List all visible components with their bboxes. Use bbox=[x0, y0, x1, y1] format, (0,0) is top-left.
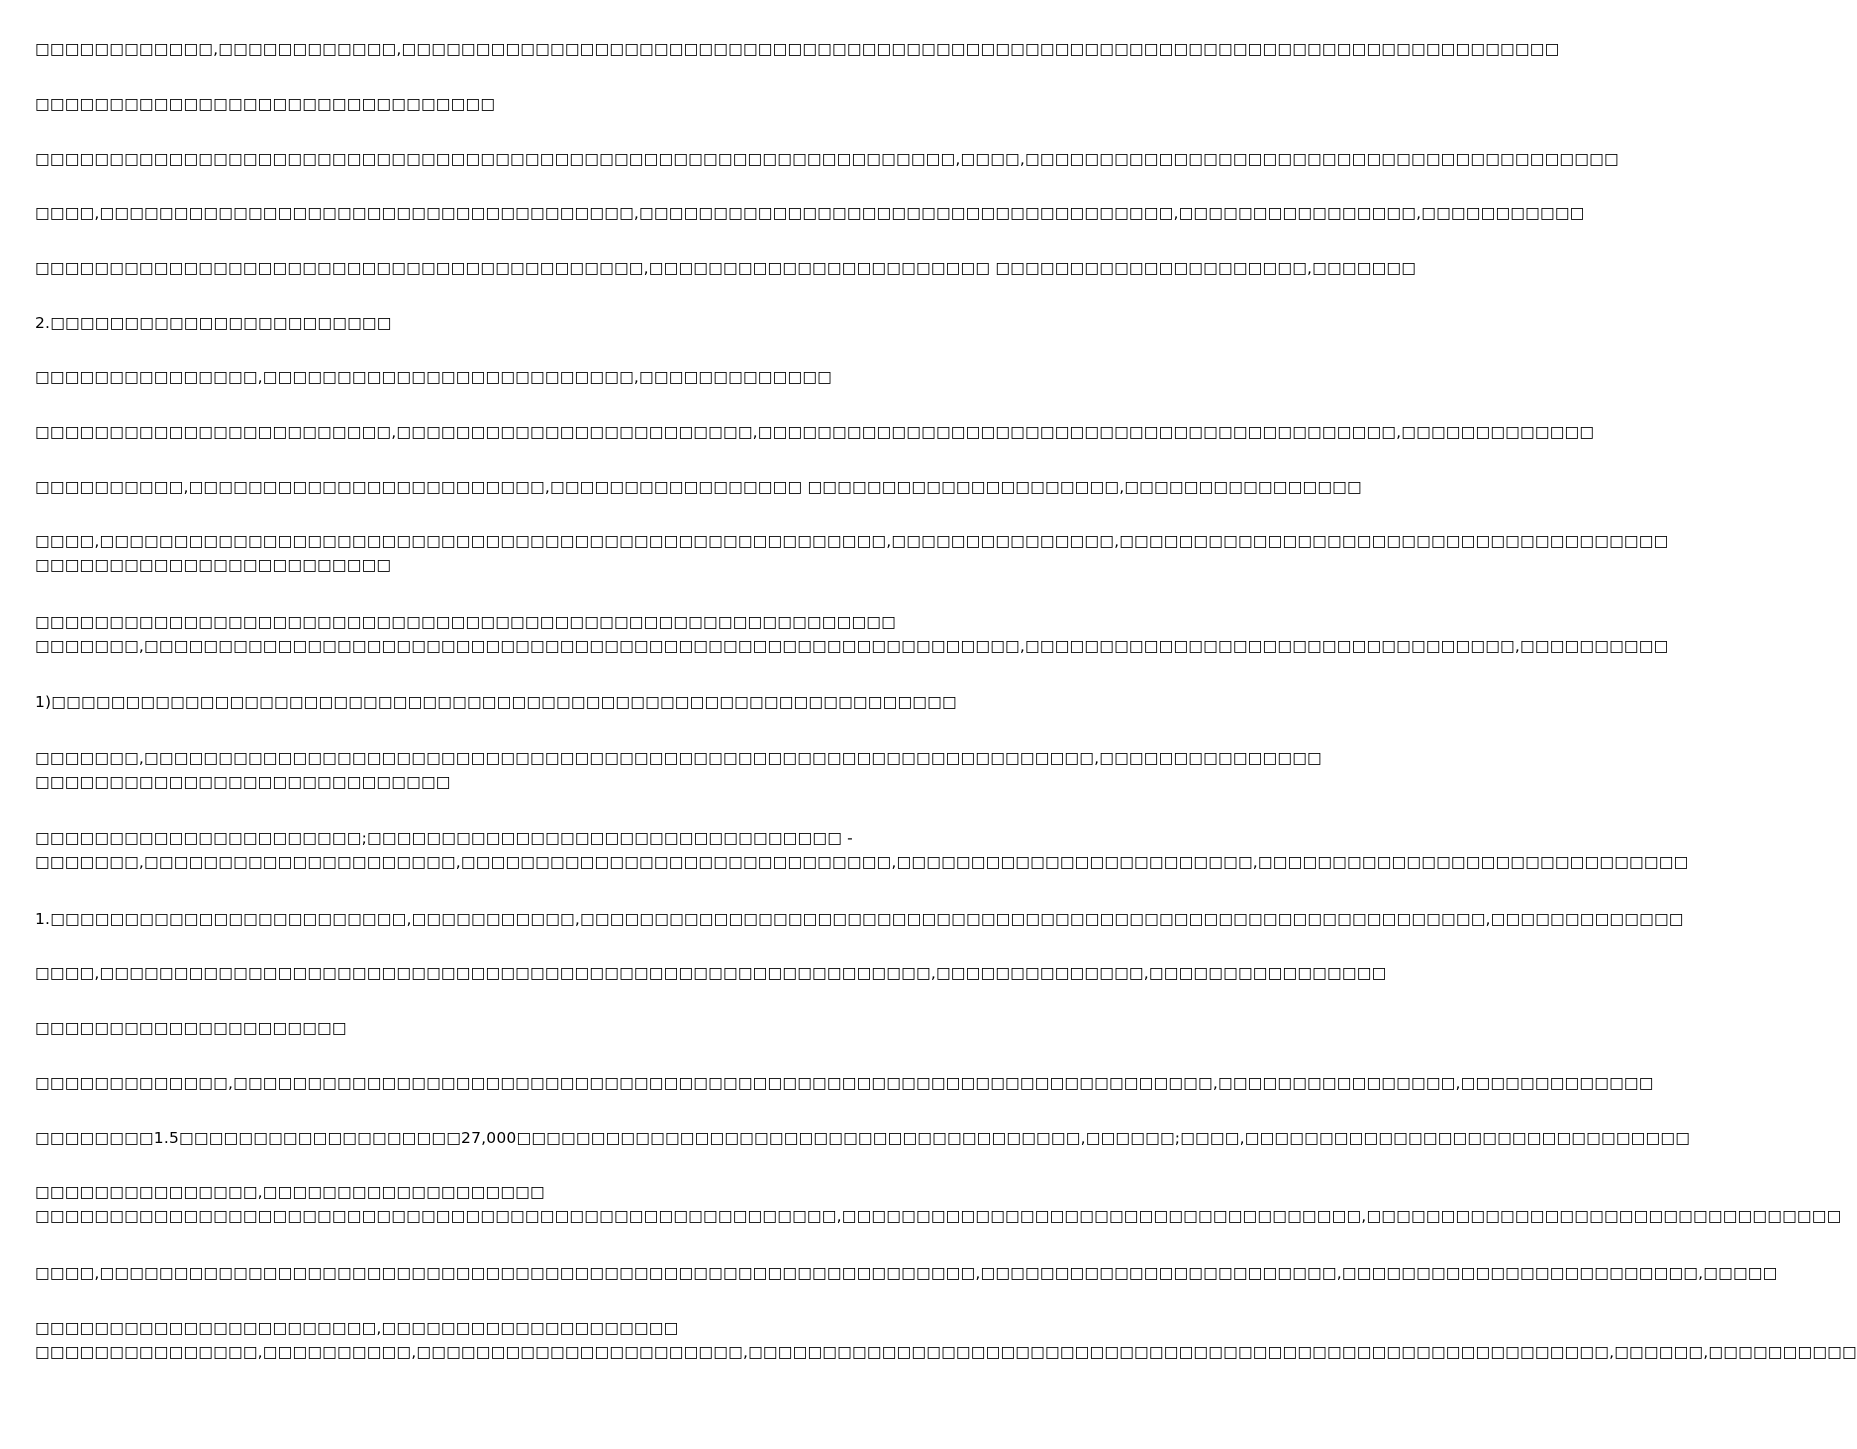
paragraph bbox=[35, 907, 1684, 931]
paragraph bbox=[35, 311, 989, 335]
text-line: □□□□□□□□□□□□□□□□□□□□□□□□,□□□□□□□□□□□□□□□□□□□□□□□□,□□□□□□□□□□□□□□□□□□□□□□□□□□□□□□□□□□□□□□□□□□□,□□□□□□□□□□□□□ bbox=[35, 423, 1595, 441]
paragraph bbox=[35, 961, 1387, 985]
paragraph bbox=[35, 420, 1595, 444]
text-line: □□□□□□□□□□□□□□□□□□□□□□□□□□□□□□□□□□□□□□□□□□□□□□□□□□□□□□□□□□□□□□,□□□□,□□□□□□□□□□□□□□□□□□□□□□□□□□□□□□□□□□□□□□□□ bbox=[35, 150, 1619, 168]
text-line: □□□□□□□□□□□□□□□□□□□□□ bbox=[35, 1019, 347, 1037]
text-line: □□□□□□□□□□□□,□□□□□□□□□□□□,□□□□□□□□□□□□□□□□□□□□□□□□□□□□□□□□□□□□□□□□□□□□□□□□□□□□□□□□□□□□□□□□□□□□□□□□□□□□□□ bbox=[35, 40, 1560, 58]
text-line: □□□□□□□□□□□□□□□□□□□□□□□□□□□□ bbox=[35, 773, 451, 791]
document-body bbox=[35, 0, 1857, 1449]
paragraph bbox=[35, 1261, 1778, 1285]
text-line: □□□□□□□□□□□□□□□,□□□□□□□□□□,□□□□□□□□□□□□□□□□□□□□□□,□□□□□□□□□□□□□□□□□□□□□□□□□□□□□□□□□□□□□□□□□□□□□□□□□□□□□□□□□□,□□□□□□,□□□□□□□□□□ bbox=[35, 1343, 1857, 1361]
text-line: □□□□,□□□□□□□□□□□□□□□□□□□□□□□□□□□□□□□□□□□□□□□□□□□□□□□□□□□□□□□□,□□□□□□□□□□□□□□,□□□□□□□□□□□□□□□□ bbox=[35, 964, 1387, 982]
paragraph bbox=[35, 690, 989, 714]
text-line: □□□□□□□,□□□□□□□□□□□□□□□□□□□□□□□□□□□□□□□□□□□□□□□□□□□□□□□□□□□□□□□□□□□□□□□□,□□□□□□□□□□□□□□□ bbox=[35, 749, 1322, 767]
paragraph bbox=[35, 37, 1560, 61]
text-line: □□□□□□□□□□□□□□□□□□□□□□□□□□□□□□□□□□□□□□□□□□□□□□□□□□□□□□,□□□□□□□□□□□□□□□□□□□□□□□□□□□□□□□□□□□,□□□□□□□□□□□□□□□□□□□□□□□□□□□□□□□□ bbox=[35, 1207, 1842, 1225]
text-line: 1.□□□□□□□□□□□□□□□□□□□□□□□□,□□□□□□□□□□□,□□□□□□□□□□□□□□□□□□□□□□□□□□□□□□□□□□□□□□□□□□□□□□□□□□□□□□□□□□□□□,□□□□□□□□□□□□□ bbox=[35, 910, 1684, 928]
paragraph bbox=[35, 1126, 1691, 1150]
text-line: □□□□□□□□□□□□□□□□□□□□□□□□□□□□□□□□□□□□□□□□□□□□□□□□□□□□□□□□□□ bbox=[35, 613, 896, 631]
text-line: □□□□□□□,□□□□□□□□□□□□□□□□□□□□□,□□□□□□□□□□□□□□□□□□□□□□□□□□□□□,□□□□□□□□□□□□□□□□□□□□□□□□,□□□□□□□□□□□□□□□□□□□□□□□□□□□□□ bbox=[35, 853, 1689, 871]
paragraph bbox=[35, 365, 989, 389]
paragraph bbox=[35, 610, 1669, 658]
text-line: □□□□□□□□□□□□□□□□□□□□□□□,□□□□□□□□□□□□□□□□□□□□ bbox=[35, 1319, 679, 1337]
text-line: □□□□,□□□□□□□□□□□□□□□□□□□□□□□□□□□□□□□□□□□□□□□□□□□□□□□□□□□□□□□□□□□,□□□□□□□□□□□□□□□□□□□□□□□□,□□□□□□□□□□□□□□□□□□□□□□□□,□□□□□ bbox=[35, 1264, 1778, 1282]
text-line: 2.□□□□□□□□□□□□□□□□□□□□□□□ bbox=[35, 314, 392, 332]
text-line: □□□□□□□□□□□□□□□□□□□□□□□□□□□□□□□ bbox=[35, 95, 496, 113]
text-line: □□□□□□□□□□□□□□□□□□□□□□□□□□□□□□□□□□□□□□□□□,□□□□□□□□□□□□□□□□□□□□□□□ □□□□□□□□□□□□□□□□□□□□□,□□□□□□□ bbox=[35, 259, 1417, 277]
text-line: □□□□□□□□1.5□□□□□□□□□□□□□□□□□□□27,000□□□□□□□□□□□□□□□□□□□□□□□□□□□□□□□□□□□□□□,□□□□□□;□□□□,□□□□□□□□□□□□□□□□□□□□□□□□□□□□□□ bbox=[35, 1129, 1691, 1147]
paragraph bbox=[35, 1016, 989, 1040]
text-line: □□□□□□□□□□,□□□□□□□□□□□□□□□□□□□□□□□□,□□□□□□□□□□□□□□□□□ □□□□□□□□□□□□□□□□□□□□□,□□□□□□□□□□□□□□□□ bbox=[35, 478, 1362, 496]
paragraph bbox=[35, 92, 989, 116]
paragraph bbox=[35, 826, 1689, 874]
paragraph bbox=[35, 147, 1619, 171]
text-line: □□□□,□□□□□□□□□□□□□□□□□□□□□□□□□□□□□□□□□□□□,□□□□□□□□□□□□□□□□□□□□□□□□□□□□□□□□□□□□,□□□□□□□□□□□□□□□□,□□□□□□□□□□□ bbox=[35, 204, 1585, 222]
paragraph bbox=[35, 746, 1322, 794]
text-line: □□□□□□□□□□□□□□□,□□□□□□□□□□□□□□□□□□□ bbox=[35, 1183, 545, 1201]
paragraph bbox=[35, 201, 1585, 225]
paragraph bbox=[35, 1071, 1654, 1095]
paragraph bbox=[35, 1180, 1842, 1228]
paragraph bbox=[35, 1316, 1857, 1364]
text-line: □□□□□□□,□□□□□□□□□□□□□□□□□□□□□□□□□□□□□□□□□□□□□□□□□□□□□□□□□□□□□□□□□□□,□□□□□□□□□□□□□□□□□□□□□□□□□□□□□□□□□,□□□□□□□□□□ bbox=[35, 637, 1669, 655]
paragraph bbox=[35, 256, 1417, 280]
text-line: □□□□□□□□□□□□□□□□□□□□□□□□ bbox=[35, 556, 392, 574]
text-line: □□□□□□□□□□□□□□□□□□□□□□;□□□□□□□□□□□□□□□□□□□□□□□□□□□□□□□□ - bbox=[35, 829, 853, 847]
text-line: □□□□□□□□□□□□□□□,□□□□□□□□□□□□□□□□□□□□□□□□□,□□□□□□□□□□□□□ bbox=[35, 368, 833, 386]
text-line: 1)□□□□□□□□□□□□□□□□□□□□□□□□□□□□□□□□□□□□□□□□□□□□□□□□□□□□□□□□□□□□□ bbox=[35, 693, 957, 711]
paragraph bbox=[35, 475, 1362, 499]
paragraph bbox=[35, 529, 1669, 577]
text-line: □□□□,□□□□□□□□□□□□□□□□□□□□□□□□□□□□□□□□□□□□□□□□□□□□□□□□□□□□□,□□□□□□□□□□□□□□□,□□□□□□□□□□□□□□□□□□□□□□□□□□□□□□□□□□□□□ bbox=[35, 532, 1669, 550]
text-line: □□□□□□□□□□□□□,□□□□□□□□□□□□□□□□□□□□□□□□□□□□□□□□□□□□□□□□□□□□□□□□□□□□□□□□□□□□□□□□□□,□□□□□□□□□□□□□□□□,□□□□□□□□□□□□□ bbox=[35, 1074, 1654, 1092]
